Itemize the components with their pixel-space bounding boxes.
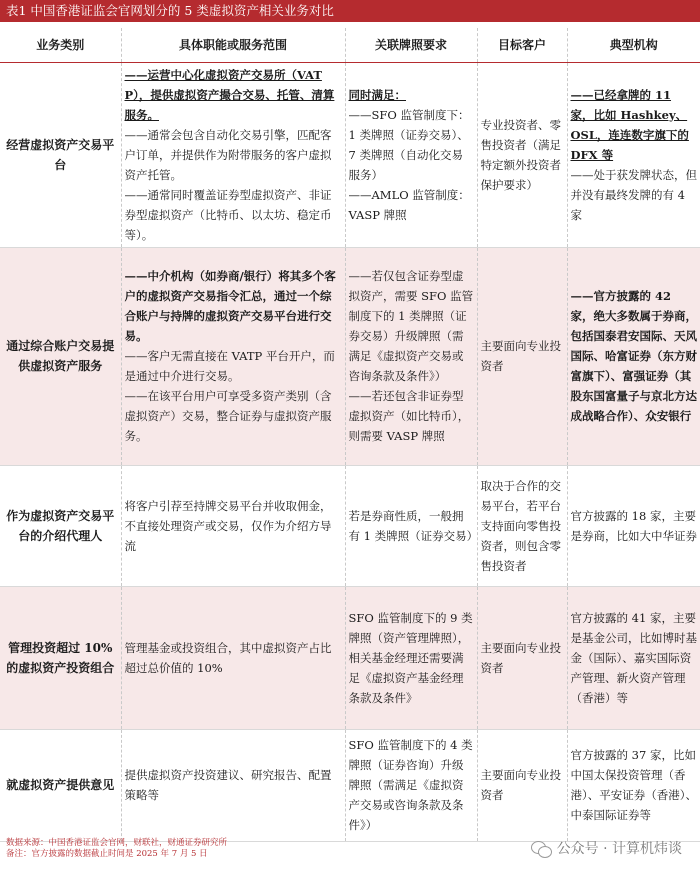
institution-line: 官方披露的 37 家，比如中国太保投资管理（香港）、平安证券（香港）、中泰国际证券等 bbox=[570, 748, 697, 822]
institution-line: ——处于获发牌状态，但并没有最终发牌的有 4 家 bbox=[570, 167, 697, 222]
scope-cell bbox=[121, 465, 345, 586]
clients-cell: 主要面向专业投资者 bbox=[477, 586, 567, 729]
license-cell bbox=[345, 247, 477, 465]
scope-line: ——客户无需直接在 VATP 平台开户，而是通过中介进行交易。 bbox=[124, 349, 335, 383]
scope-line: 管理基金或投资组合，其中虚拟资产占比超过总价值的 10% bbox=[124, 640, 332, 675]
scope-line: ——运营中心化虚拟资产交易所（VATP），提供虚拟资产撮合交易、托管、清算服务。 bbox=[124, 67, 335, 122]
category-cell: 管理投资超过 10%的虚拟资产投资组合 bbox=[0, 586, 121, 729]
license-line: SFO 监管制度下的 4 类牌照（证券咨询）升级牌照（需满足《虚拟资产交易或咨询条款及条件》） bbox=[348, 738, 473, 832]
table-row bbox=[0, 729, 700, 841]
institution-line: 官方披露的 18 家，主要是券商，比如大中华证券 bbox=[570, 508, 697, 543]
institutions-cell bbox=[567, 729, 700, 841]
clients-cell: 主要面向专业投资者 bbox=[477, 247, 567, 465]
category-cell: 作为虚拟资产交易平台的介绍代理人 bbox=[6, 508, 115, 543]
institutions-cell bbox=[567, 62, 700, 247]
header-category: 业务类别 bbox=[0, 28, 121, 62]
license-cell bbox=[345, 729, 477, 841]
scope-line: ——在该平台用户可享受多资产类别（含虚拟资产）交易，整合证券与虚拟资产服务。 bbox=[124, 389, 332, 443]
license-cell bbox=[345, 586, 477, 729]
institution-line: ——已经拿牌的 11 家，比如 Hashkey、OSL，连连数字旗下的 DFX 等 bbox=[570, 87, 689, 162]
license-cell bbox=[345, 465, 477, 586]
category-cell: 通过综合账户交易提供虚拟资产服务 bbox=[0, 247, 121, 465]
scope-line: ——通常会包含自动化交易引擎，匹配客户订单，并提供作为附带服务的客户虚拟资产托管。 bbox=[124, 127, 332, 182]
category-cell: 经营虚拟资产交易平台 bbox=[6, 137, 115, 172]
scope-line: 提供虚拟资产投资建议、研究报告、配置策略等 bbox=[124, 768, 332, 802]
scope-line: ——中介机构（如券商/银行）将其多个客户的虚拟资产交易指令汇总，通过一个综合账户与持牌的虚拟资产交易平台进行交易。 bbox=[124, 269, 336, 343]
table-row bbox=[0, 62, 700, 247]
header-license: 关联牌照要求 bbox=[345, 28, 477, 62]
license-line: ——若还包含非证券型虚拟资产（如比特币），则需要 VASP 牌照 bbox=[348, 389, 470, 443]
institution-line: ——官方披露的 42 家，绝大多数属于券商，包括国泰君安国际、天风国际、哈富证券（东方财富旗下）、富强证券（其股东国富量子与京北方达成战略合作）、众安银行 bbox=[570, 289, 697, 423]
clients-cell: 取决于合作的交易平台，若平台支持面向零售投资者，则包含零售投资者 bbox=[477, 465, 567, 586]
license-line: ——AMLO 监管制度：VASP 牌照 bbox=[348, 187, 470, 222]
clients-cell: 主要面向专业投资者 bbox=[477, 729, 567, 841]
institutions-cell bbox=[567, 586, 700, 729]
license-line: ——SFO 监管制度下：1 类牌照（证券交易）、7 类牌照（自动化交易服务） bbox=[348, 107, 470, 182]
license-line: SFO 监管制度下的 9 类牌照（资产管理牌照），相关基金经理还需要满足《虚拟资产基金经理条款及条件》 bbox=[348, 610, 473, 705]
license-line: 若是券商性质，一般拥有 1 类牌照（证券交易） bbox=[348, 508, 479, 543]
institutions-cell bbox=[567, 465, 700, 586]
data-source: 数据来源：中国香港证监会官网，财联社，财通证券研究所 bbox=[6, 838, 228, 848]
scope-cell bbox=[121, 62, 345, 247]
business-comparison-table bbox=[0, 28, 700, 842]
watermark bbox=[531, 838, 682, 860]
license-line: ——若仅包含证券型虚拟资产，需要 SFO 监管制度下的 1 类牌照（证券交易）升级牌照（需满足《虚拟资产交易或咨询条款及条件》） bbox=[348, 269, 474, 383]
scope-cell bbox=[121, 729, 345, 841]
footnote: 备注：官方披露的数据截止时间是 2025 年 7 月 5 日 bbox=[6, 849, 208, 859]
institution-line: 官方披露的 41 家，主要是基金公司，比如博时基金（国际）、嘉实国际资产管理、新火资产管理（香港）等 bbox=[570, 610, 697, 705]
wechat-icon bbox=[531, 841, 551, 857]
table-title: 表1 中国香港证监会官网划分的 5 类虚拟资产相关业务对比 bbox=[0, 0, 700, 22]
header-institutions: 典型机构 bbox=[567, 28, 700, 62]
header-row bbox=[0, 28, 700, 62]
institutions-cell bbox=[567, 247, 700, 465]
scope-line: ——通常同时覆盖证券型虚拟资产、非证券型虚拟资产（比特币、以太坊、稳定币等）。 bbox=[124, 187, 332, 242]
watermark-text: 公众号 · 计算机炜谈 bbox=[556, 841, 682, 857]
scope-line: 将客户引荐至持牌交易平台并收取佣金，不直接处理资产或交易，仅作为介绍方导流 bbox=[124, 498, 332, 553]
clients-cell: 专业投资者、零售投资者（满足特定额外投资者保护要求） bbox=[477, 62, 567, 247]
table-row bbox=[0, 247, 700, 465]
header-scope: 具体职能或服务范围 bbox=[121, 28, 345, 62]
category-cell: 就虚拟资产提供意见 bbox=[6, 778, 115, 792]
scope-cell bbox=[121, 247, 345, 465]
scope-cell bbox=[121, 586, 345, 729]
header-clients: 目标客户 bbox=[477, 28, 567, 62]
license-cell bbox=[345, 62, 477, 247]
license-line: 同时满足： bbox=[348, 87, 406, 102]
table-row bbox=[0, 465, 700, 586]
table-row bbox=[0, 586, 700, 729]
